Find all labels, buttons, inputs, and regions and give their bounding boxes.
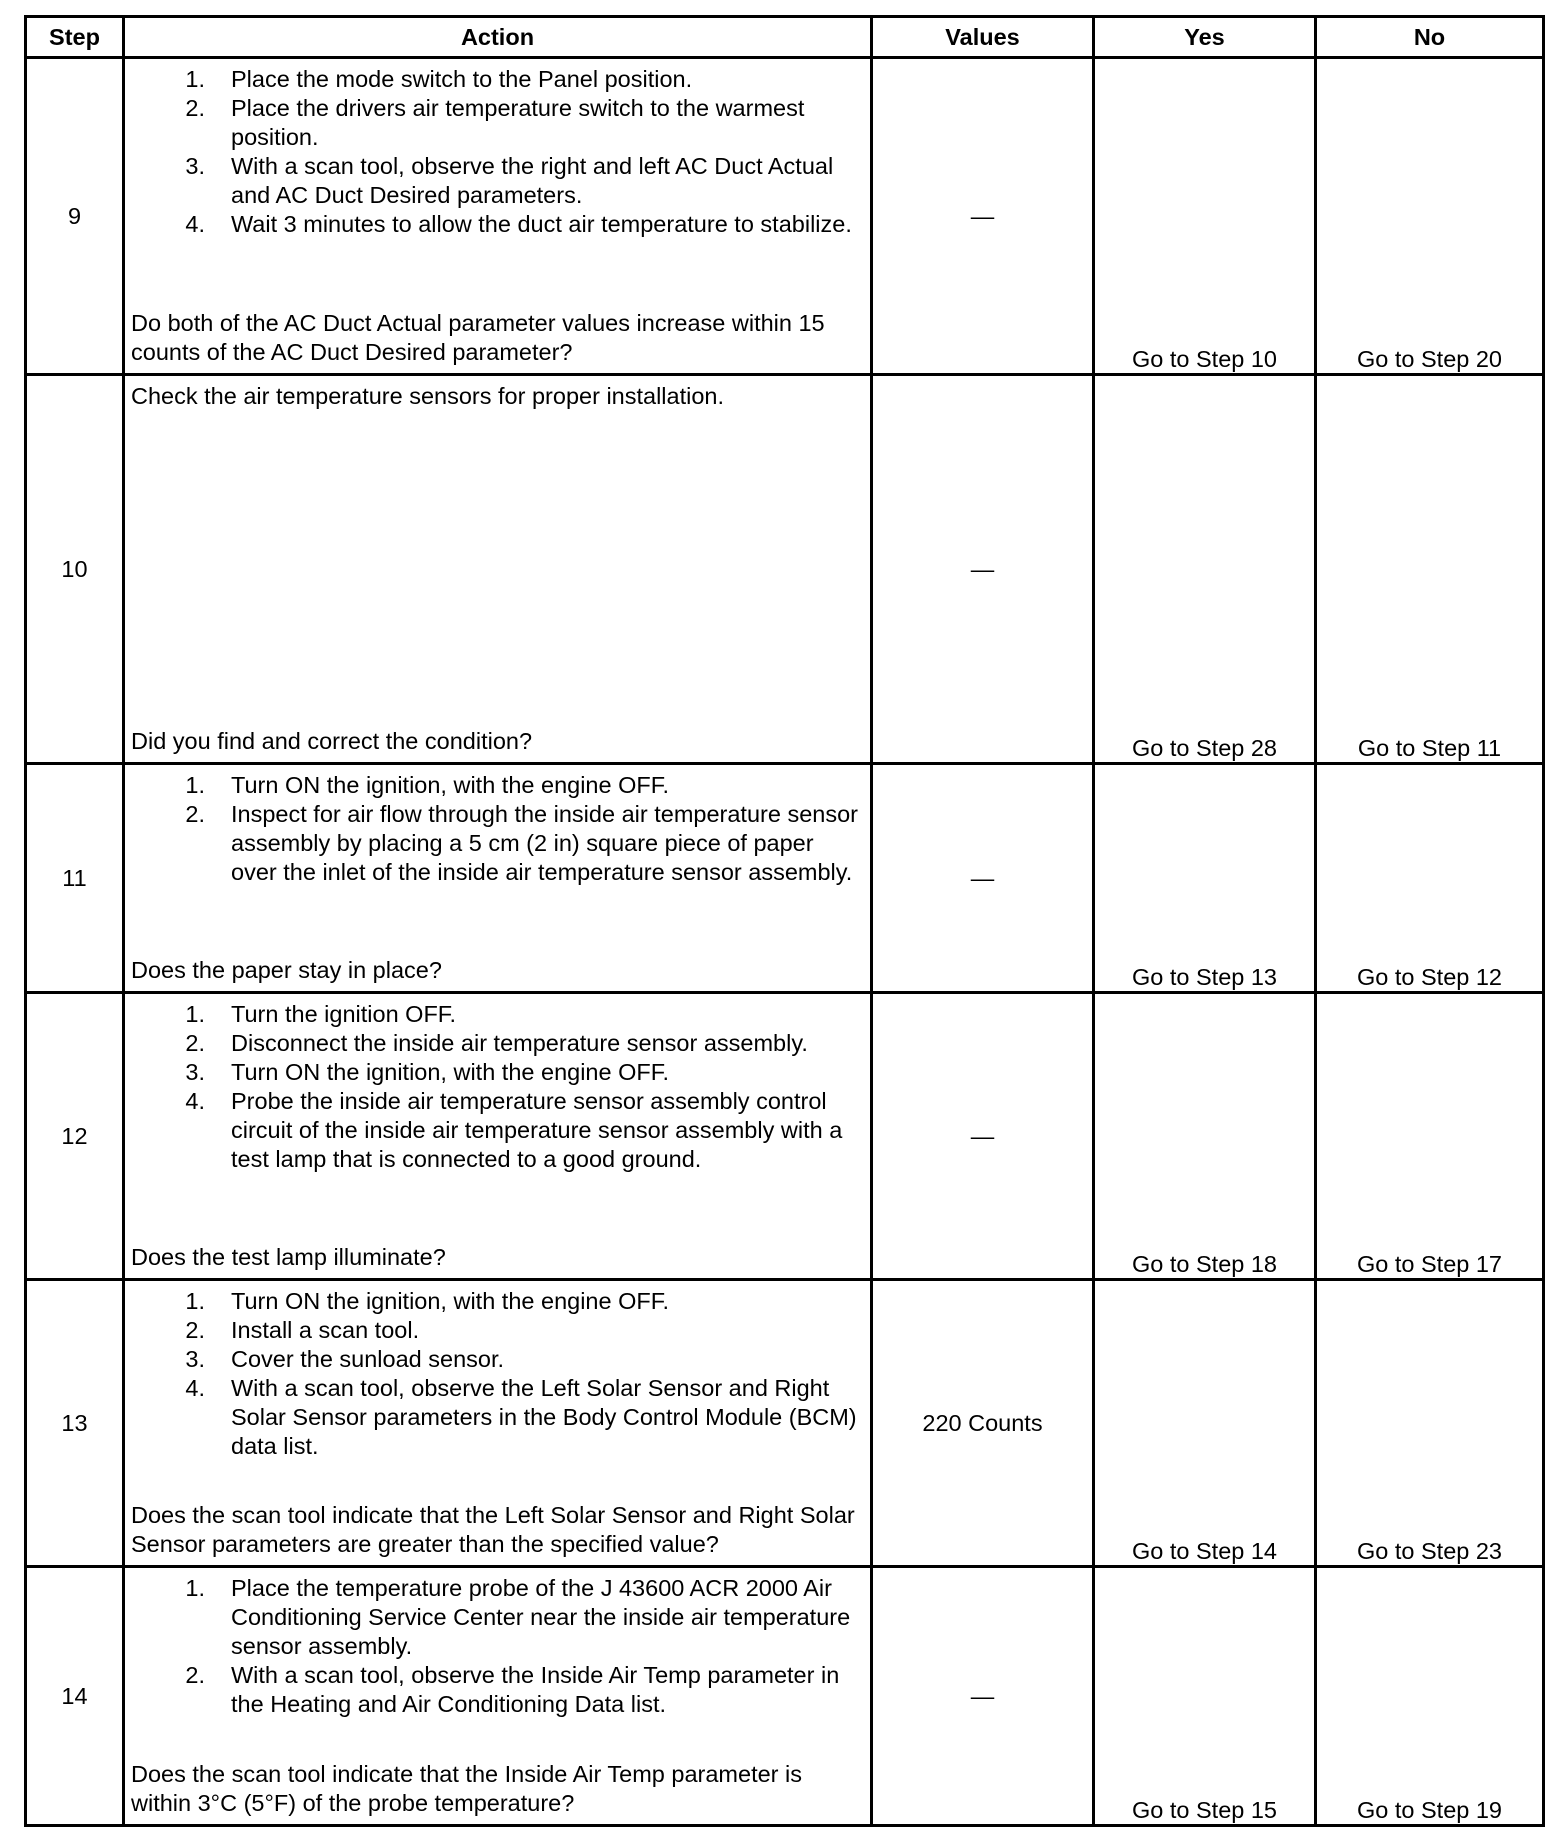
action-step: 1. Turn ON the ignition, with the engine OFF. [185,1288,670,1314]
no-cell: Go to Step 12 [1316,764,1544,993]
action-step: 1. Place the temperature probe of the J 43600 ACR 2000 Air Conditioning Service Center near the inside air temperature sensor assembly. [185,1575,851,1659]
action-steps [131,65,864,239]
header-row [26,17,1544,58]
no-cell: Go to Step 19 [1316,1567,1544,1826]
action-step: 1. Turn the ignition OFF. [185,1001,457,1027]
action-steps [131,1574,864,1719]
action-step: 3. Cover the sunload sensor. [185,1346,505,1372]
action-cell [124,375,872,764]
values-cell: — [872,993,1094,1280]
diagnostic-table [24,15,1545,1827]
step-number: 12 [26,993,124,1280]
action-step: 3. With a scan tool, observe the right and left AC Duct Actual and AC Duct Desired parameters. [185,153,834,208]
yes-cell: Go to Step 14 [1094,1280,1316,1567]
action-step: 1. Turn ON the ignition, with the engine OFF. [185,772,670,798]
table-row [26,1567,1544,1826]
values-cell: — [872,1567,1094,1826]
action-cell [124,764,872,993]
table-row [26,993,1544,1280]
action-cell [124,58,872,375]
values-cell: — [872,375,1094,764]
table-row [26,375,1544,764]
action-question: Does the paper stay in place? [131,957,442,983]
action-question: Did you find and correct the condition? [131,728,533,754]
action-cell [124,1567,872,1826]
header-no: No [1316,17,1544,58]
action-question: Do both of the AC Duct Actual parameter values increase within 15 counts of the AC Duct Desired parameter? [131,310,825,365]
action-step: 2. Inspect for air flow through the inside air temperature sensor assembly by placing a 5 cm (2 in) square piece of paper over the inlet of the inside air temperature sensor assembly. [185,801,858,885]
step-number: 9 [26,58,124,375]
action-steps [131,1287,864,1461]
step-number: 10 [26,375,124,764]
action-steps [131,771,864,887]
step-number: 11 [26,764,124,993]
yes-cell: Go to Step 13 [1094,764,1316,993]
no-cell: Go to Step 20 [1316,58,1544,375]
action-intro: Check the air temperature sensors for proper installation. [131,383,725,409]
yes-cell: Go to Step 18 [1094,993,1316,1280]
action-steps [131,1000,864,1174]
action-step: 2. With a scan tool, observe the Inside Air Temp parameter in the Heating and Air Conditioning Data list. [185,1662,840,1717]
action-cell [124,1280,872,1567]
table-row [26,1280,1544,1567]
values-cell: — [872,764,1094,993]
table-row [26,58,1544,375]
action-step: 4. With a scan tool, observe the Left Solar Sensor and Right Solar Sensor parameters in the Body Control Module (BCM) data list. [185,1375,857,1459]
table-row [26,764,1544,993]
action-question: Does the test lamp illuminate? [131,1244,446,1270]
no-cell: Go to Step 11 [1316,375,1544,764]
header-step: Step [26,17,124,58]
yes-cell: Go to Step 15 [1094,1567,1316,1826]
action-step: 2. Place the drivers air temperature switch to the warmest position. [185,95,805,150]
no-cell: Go to Step 23 [1316,1280,1544,1567]
action-step: 2. Install a scan tool. [185,1317,420,1343]
step-number: 13 [26,1280,124,1567]
action-cell [124,993,872,1280]
action-step: 4. Wait 3 minutes to allow the duct air temperature to stabilize. [185,211,852,237]
step-number: 14 [26,1567,124,1826]
no-cell: Go to Step 17 [1316,993,1544,1280]
yes-cell: Go to Step 10 [1094,58,1316,375]
action-question: Does the scan tool indicate that the Left Solar Sensor and Right Solar Sensor parameters are greater than the specified value? [131,1502,855,1557]
header-action: Action [124,17,872,58]
header-yes: Yes [1094,17,1316,58]
action-step: 4. Probe the inside air temperature sensor assembly control circuit of the inside air temperature sensor assembly with a test lamp that is connected to a good ground. [185,1088,843,1172]
action-step: 3. Turn ON the ignition, with the engine OFF. [185,1059,670,1085]
values-cell: — [872,58,1094,375]
action-step: 1. Place the mode switch to the Panel position. [185,66,693,92]
action-question: Does the scan tool indicate that the Inside Air Temp parameter is within 3°C (5°F) of the probe temperature? [131,1761,802,1816]
values-cell: 220 Counts [872,1280,1094,1567]
header-values: Values [872,17,1094,58]
yes-cell: Go to Step 28 [1094,375,1316,764]
action-step: 2. Disconnect the inside air temperature sensor assembly. [185,1030,808,1056]
